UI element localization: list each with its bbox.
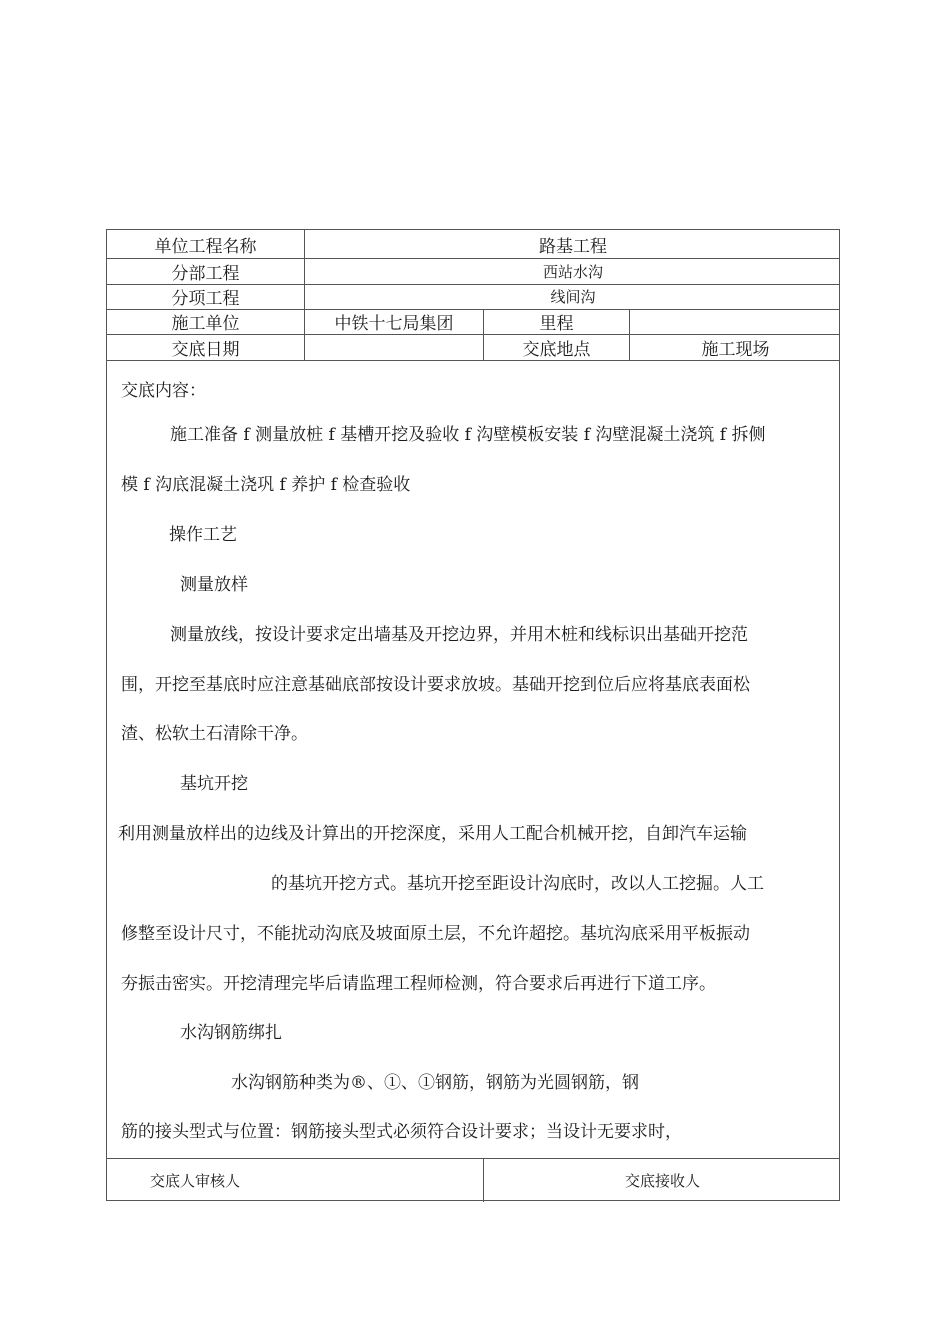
content-line: 筋的接头型式与位置：钢筋接头型式必须符合设计要求；当设计无要求时，: [121, 1122, 682, 1142]
reviewer-label: 交底人审核人: [150, 1172, 241, 1190]
content-line: 夯振击密实。开挖清理完毕后请监理工程师检测，符合要求后再进行下道工序。: [121, 974, 716, 994]
division-label: 分部工程: [171, 263, 240, 284]
mileage-label: 里程: [539, 314, 574, 334]
contractor-label: 施工单位: [171, 314, 240, 334]
content-line: 施工准备 f 测量放桩 f 基槽开挖及验收 f 沟壁模板安装 f 沟壁混凝土浇筑 f 拆侧: [170, 425, 766, 445]
content-line: 围，开挖至基底时应注意基础底部按设计要求放坡。基础开挖到位后应将基底表面松: [121, 675, 750, 695]
section-heading: 基坑开挖: [180, 774, 248, 794]
disclosure-form: [106, 229, 840, 1201]
content-line: 模 f 沟底混凝土浇巩 f 养护 f 检查验收: [121, 475, 411, 495]
content-line: 修整至设计尺寸，不能扰动沟底及坡面原土层，不允许超挖。基坑沟底采用平板振动: [121, 924, 750, 944]
date-label: 交底日期: [171, 339, 240, 360]
section-heading: 操作工艺: [169, 525, 237, 545]
unit-project-value: 路基工程: [539, 236, 607, 257]
section-heading: 水沟钢筋绑扎: [180, 1023, 282, 1043]
content-heading: 交底内容：: [121, 381, 206, 401]
receiver-label: 交底接收人: [624, 1172, 700, 1190]
location-label: 交底地点: [522, 339, 591, 360]
content-line: 利用测量放样出的边线及计算出的开挖深度，采用人工配合机械开挖，自卸汽车运输: [118, 824, 747, 844]
unit-project-label: 单位工程名称: [154, 236, 257, 257]
date-value: [305, 334, 483, 360]
row-divider: [107, 360, 839, 361]
subitem-label: 分项工程: [171, 289, 240, 309]
content-line: 的基坑开挖方式。基坑开挖至距设计沟底时，改以人工挖掘。人工: [271, 874, 764, 894]
content-line: 水沟钢筋种类为®、①、①钢筋，钢筋为光圆钢筋，钢: [231, 1073, 639, 1093]
subitem-value: 线间沟: [550, 288, 596, 306]
section-heading: 测量放样: [180, 575, 248, 595]
content-line: 测量放线，按设计要求定出墙基及开挖边界，并用木桩和线标识出基础开挖范: [170, 625, 748, 645]
mileage-value: [630, 309, 841, 334]
division-value: 西站水沟: [542, 262, 603, 281]
contractor-value: 中铁十七局集团: [334, 314, 454, 334]
location-value: 施工现场: [701, 339, 770, 360]
content-line: 渣、松软土石清除干净。: [121, 724, 308, 744]
